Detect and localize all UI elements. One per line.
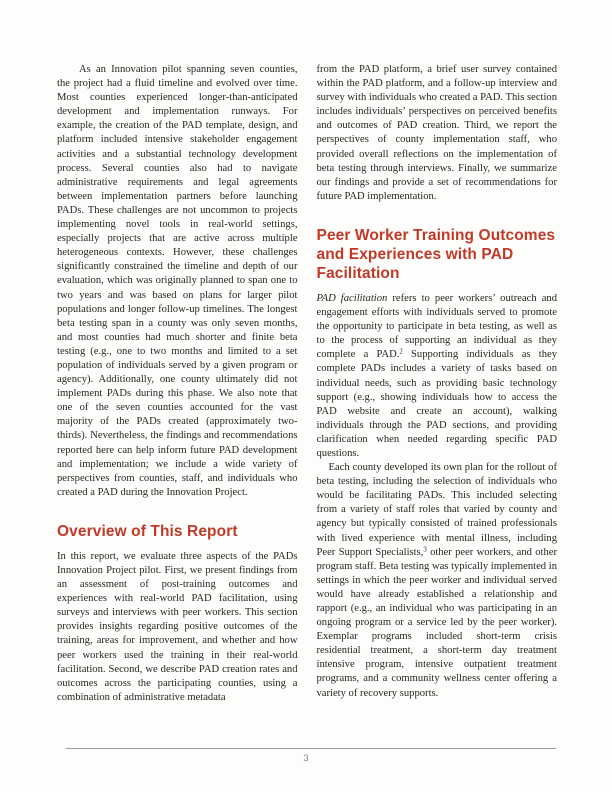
footnote-reference-2: 2 <box>399 348 403 356</box>
paragraph-pad-platform-continuation: from the PAD platform, a brief user survey contained within the PAD platform, and a follow-up interview and survey with individuals who created a PAD. This section includes individuals’ perspectives on perceived benefits and outcomes of PAD creation. Third, we report the perspectives of county implementation staff, who provided overall reflections on the implementation of beta testing through interviews. Finally, we summarize our findings and provide a set of recommendations for future PAD implementation. <box>316 64 557 202</box>
paragraph-text: Each county developed its own plan for the rollout of beta testing, including the selection of individuals who would be facilitating PADs. This included selecting from a variety of staff roles that varied by county and agency but typically consisted of trained professionals with lived experience with mental illness, including Peer Support Specialists, <box>316 462 557 558</box>
paragraph-each-county-plan <box>317 461 558 701</box>
italic-term-pad-facilitation: PAD facilitation <box>316 292 388 304</box>
paragraph-text: refers to peer workers’ outreach and engagement efforts with individuals served to promote the opportunity to participate in beta testing, as well as to the process of supporting an individual as they complete a PAD. <box>316 292 557 361</box>
paragraph-innovation-pilot: As an Innovation pilot spanning seven counties, the project had a fluid timeline and evolved over time. Most counties experienced longer-than-anticipated development and implementation runways. For example, the creation of the PAD template, design, and platform included intensive stakeholder engagement activities and a substantial technology development process. Several counties also had to navigate administrative requirements and legal agreements between implementation partners before launching PADs. These challenges are not uncommon to projects implementing novel tools in real-world settings, especially projects that are active across multiple heterogeneous contexts. However, these challenges significantly constrained the timeline and depth of our evaluation, which was originally planned to span one to two years and was based on plans for larger pilot populations and longer follow-up timelines. The longest beta testing span in a county was only seven months, and most counties had much shorter and finite beta testing (e.g., one to two months and limited to a set population of individuals served by a given program or agency). Additionally, one county ultimately did not implement PADs during this phase. We also note that one of the seven counties accounted for the vast majority of the PADs created (approximately two-thirds). Nevertheless, the findings and recommendations reported here can help inform future PAD development and implementation; we include a wide variety of perspectives from counties, staff, and individuals who created a PAD during the Innovation Project. <box>57 64 298 498</box>
two-column-text-area <box>57 63 557 705</box>
left-column <box>57 63 298 705</box>
heading-peer-worker-training-outcomes: Peer Worker Training Outcomes and Experiences with PAD Facilitation <box>316 226 556 282</box>
paragraph-text: other peer workers, and other program staff. Beta testing was typically implemented in settings in which the peer worker and individual served would have already established a relationship and rapport (e.g., an individual who was participating in an ongoing program or a service led by the peer worker). Exemplar programs included short-term crisis residential treatment, a short-term day treatment intensive program, intensive outpatient treatment programs, and a community wellness center offering a variety of recovery supports. <box>316 546 557 699</box>
right-column <box>317 63 558 705</box>
paragraph-text: Supporting individuals as they complete PADs includes a variety of tasks based on individual needs, such as providing basic technology support (e.g., showing individuals how to access the PAD website and create an account), walking individuals through the PAD sections, and providing clarification when needed regarding specific PAD questions. <box>316 349 557 459</box>
paragraph-report-overview: In this report, we evaluate three aspects of the PADs Innovation Project pilot. First, we present findings from an assessment of post-training outcomes and experiences with real-world PAD facilitation, using surveys and interviews with peer workers. This section provides insights regarding positive outcomes of the training, areas for improvement, and whether and how peer workers used the training in their real-world facilitation. Second, we describe PAD creation rates and outcomes across the participating counties, using a combination of administrative metadata <box>57 550 298 703</box>
heading-overview-of-this-report: Overview of This Report <box>57 522 238 540</box>
page-number: 3 <box>303 753 309 764</box>
footnote-reference-3: 3 <box>423 546 427 554</box>
paragraph-pad-facilitation <box>317 292 558 461</box>
footer-divider-rule <box>66 748 556 749</box>
